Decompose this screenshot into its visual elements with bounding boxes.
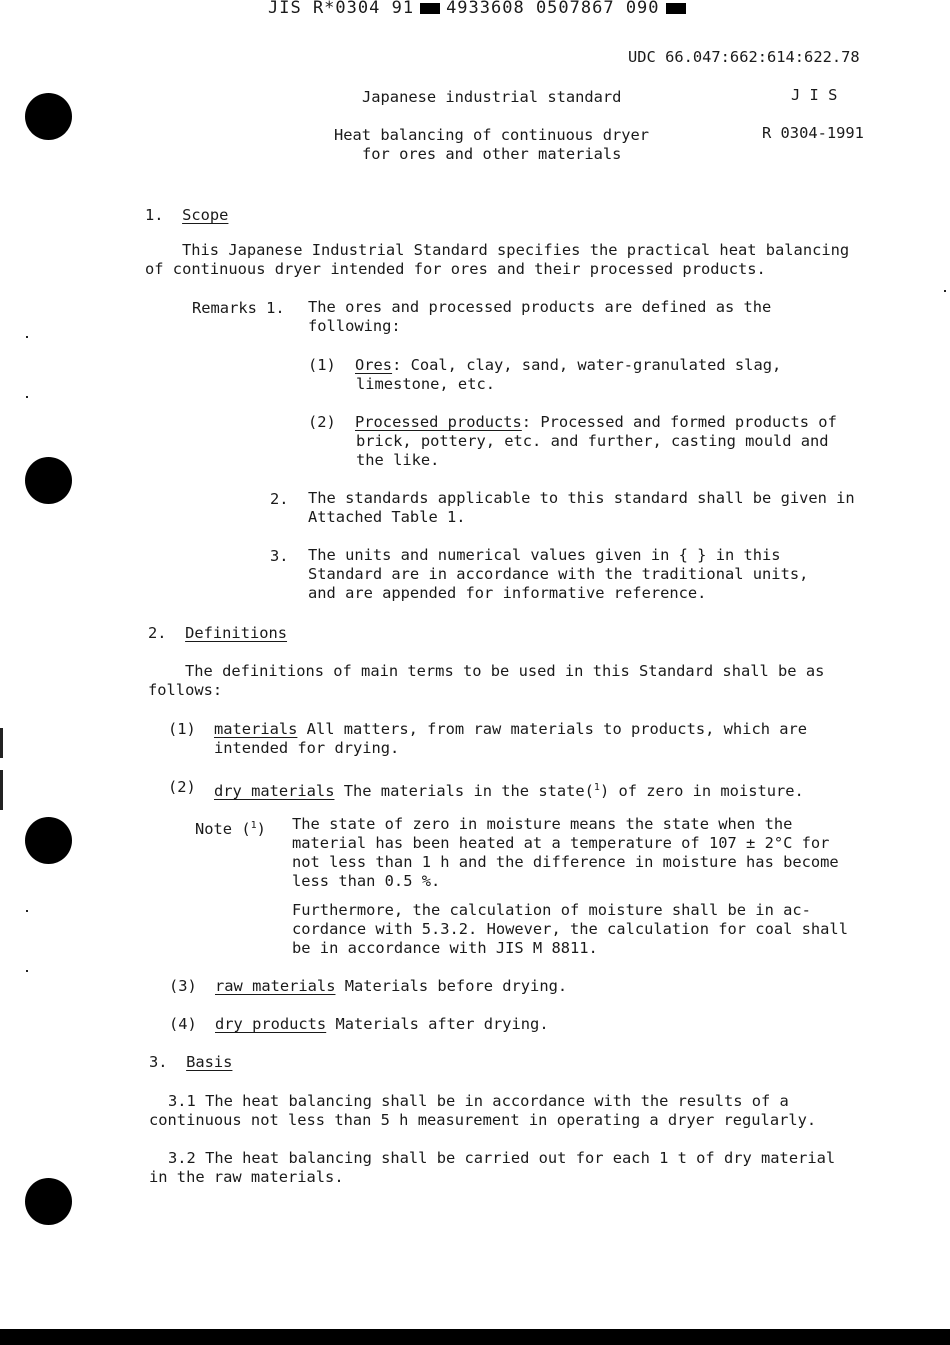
remark-1-line-1: The ores and processed products are defined as the: [308, 298, 772, 316]
footnote-ref: 1: [593, 782, 600, 793]
remark-3-line-1: The units and numerical values given in { } in this: [308, 546, 781, 564]
punch-hole-1: [25, 93, 72, 140]
clause-3-2-line-2: in the raw materials.: [149, 1168, 344, 1186]
note-label-text: Note (: [195, 820, 251, 839]
definition-term: raw materials: [215, 977, 336, 995]
edge-mark: [0, 728, 3, 758]
definition-text: All matters, from raw materials to products, which are: [297, 720, 808, 738]
section-number: 3.: [149, 1053, 168, 1071]
scan-bottom-edge: [0, 1329, 950, 1345]
note-line-4: less than 0.5 %.: [292, 872, 441, 890]
definition-1-number: (1): [168, 720, 196, 738]
section-title: Definitions: [185, 624, 288, 642]
note-line-6: cordance with 5.3.2. However, the calculation for coal shall: [292, 920, 848, 938]
item-2-line-1: [355, 413, 837, 432]
header-code-strip: [268, 0, 692, 16]
definition-4-number: (4): [169, 1015, 197, 1033]
section-1-heading: [145, 206, 228, 225]
scan-speck: [944, 290, 946, 292]
note-label-close: ): [256, 820, 266, 839]
redaction-block-1: [420, 3, 440, 14]
item-text: : Processed and formed products of: [521, 413, 837, 431]
scan-speck: [26, 910, 28, 912]
edge-mark: [0, 770, 3, 810]
scan-speck: [26, 970, 28, 972]
punch-hole-4: [25, 1178, 72, 1225]
definition-text: The materials in the state(: [334, 782, 594, 801]
definition-term: dry materials: [214, 782, 335, 801]
section-title: Scope: [182, 206, 229, 224]
definitions-para-line-2: follows:: [148, 681, 223, 699]
remark-1-line-2: following:: [308, 317, 401, 335]
item-2-number: (2): [308, 413, 336, 431]
remark-3-line-2: Standard are in accordance with the traditional units,: [308, 565, 809, 583]
remark-3-line-3: and are appended for informative reference.: [308, 584, 707, 602]
item-term: Ores: [355, 356, 393, 374]
item-2-line-2: brick, pottery, etc. and further, casting mould and: [356, 432, 829, 450]
note-line-2: material has been heated at a temperature of 107 ± 2°C for: [292, 834, 830, 852]
definition-2-line-1: [214, 778, 804, 801]
remark-2-number: 2.: [270, 490, 289, 508]
title-line-1: Heat balancing of continuous dryer: [334, 126, 650, 144]
definition-3-number: (3): [169, 977, 197, 995]
scan-speck: [26, 336, 28, 338]
clause-3-1-line-1: 3.1 The heat balancing shall be in accordance with the results of a: [168, 1092, 789, 1110]
header-right-code: 4933608 0507867 090: [446, 0, 660, 18]
note-line-5: Furthermore, the calculation of moisture shall be in ac-: [292, 901, 811, 919]
definition-1-line-2: intended for drying.: [214, 739, 400, 757]
note-label: [195, 816, 266, 839]
definition-1-line-1: [214, 720, 807, 739]
clause-3-2-line-1: 3.2 The heat balancing shall be carried out for each 1 t of dry material: [168, 1149, 836, 1167]
udc-code: UDC 66.047:662:614:622.78: [628, 48, 860, 66]
item-1-line-1: [355, 356, 781, 375]
section-2-heading: [148, 624, 287, 643]
item-1-line-2: limestone, etc.: [356, 375, 495, 393]
note-line-7: be in accordance with JIS M 8811.: [292, 939, 598, 957]
remark-2-line-2: Attached Table 1.: [308, 508, 466, 526]
remark-3-number: 3.: [270, 547, 289, 565]
item-2-line-3: the like.: [356, 451, 440, 469]
item-text: : Coal, clay, sand, water-granulated slag,: [392, 356, 782, 374]
definition-2-number: (2): [168, 778, 196, 796]
definition-3-line: [215, 977, 567, 996]
note-line-1: The state of zero in moisture means the state when the: [292, 815, 793, 833]
redaction-block-2: [666, 3, 686, 14]
scope-para-line-1: This Japanese Industrial Standard specifies the practical heat balancing: [182, 241, 850, 259]
scope-para-line-2: of continuous dryer intended for ores and their processed products.: [145, 260, 766, 278]
header-left-code: JIS R*0304 91: [268, 0, 415, 18]
jis-mark: J I S: [791, 86, 838, 104]
definition-term: materials: [214, 720, 298, 738]
section-number: 2.: [148, 624, 167, 642]
section-number: 1.: [145, 206, 164, 224]
punch-hole-3: [25, 817, 72, 864]
remark-2-line-1: The standards applicable to this standard shall be given in: [308, 489, 855, 507]
section-3-heading: [149, 1053, 232, 1072]
definition-text: Materials after drying.: [326, 1015, 549, 1033]
definitions-para-line-1: The definitions of main terms to be used in this Standard shall be as: [185, 662, 825, 680]
item-term: Processed products: [355, 413, 522, 431]
item-1-number: (1): [308, 356, 336, 374]
punch-hole-2: [25, 457, 72, 504]
clause-3-1-line-2: continuous not less than 5 h measurement in operating a dryer regularly.: [149, 1111, 817, 1129]
footnote-number: 1: [250, 820, 257, 831]
definition-4-line: [215, 1015, 549, 1034]
standard-label: Japanese industrial standard: [362, 88, 622, 106]
remarks-label: Remarks 1.: [192, 299, 285, 317]
standard-number: R 0304-1991: [762, 124, 864, 142]
definition-text-end: ) of zero in moisture.: [599, 782, 804, 801]
title-line-2: for ores and other materials: [362, 145, 622, 163]
scan-speck: [26, 396, 28, 398]
section-title: Basis: [186, 1053, 233, 1071]
definition-text: Materials before drying.: [335, 977, 568, 995]
definition-term: dry products: [215, 1015, 327, 1033]
note-line-3: not less than 1 h and the difference in moisture has become: [292, 853, 839, 871]
